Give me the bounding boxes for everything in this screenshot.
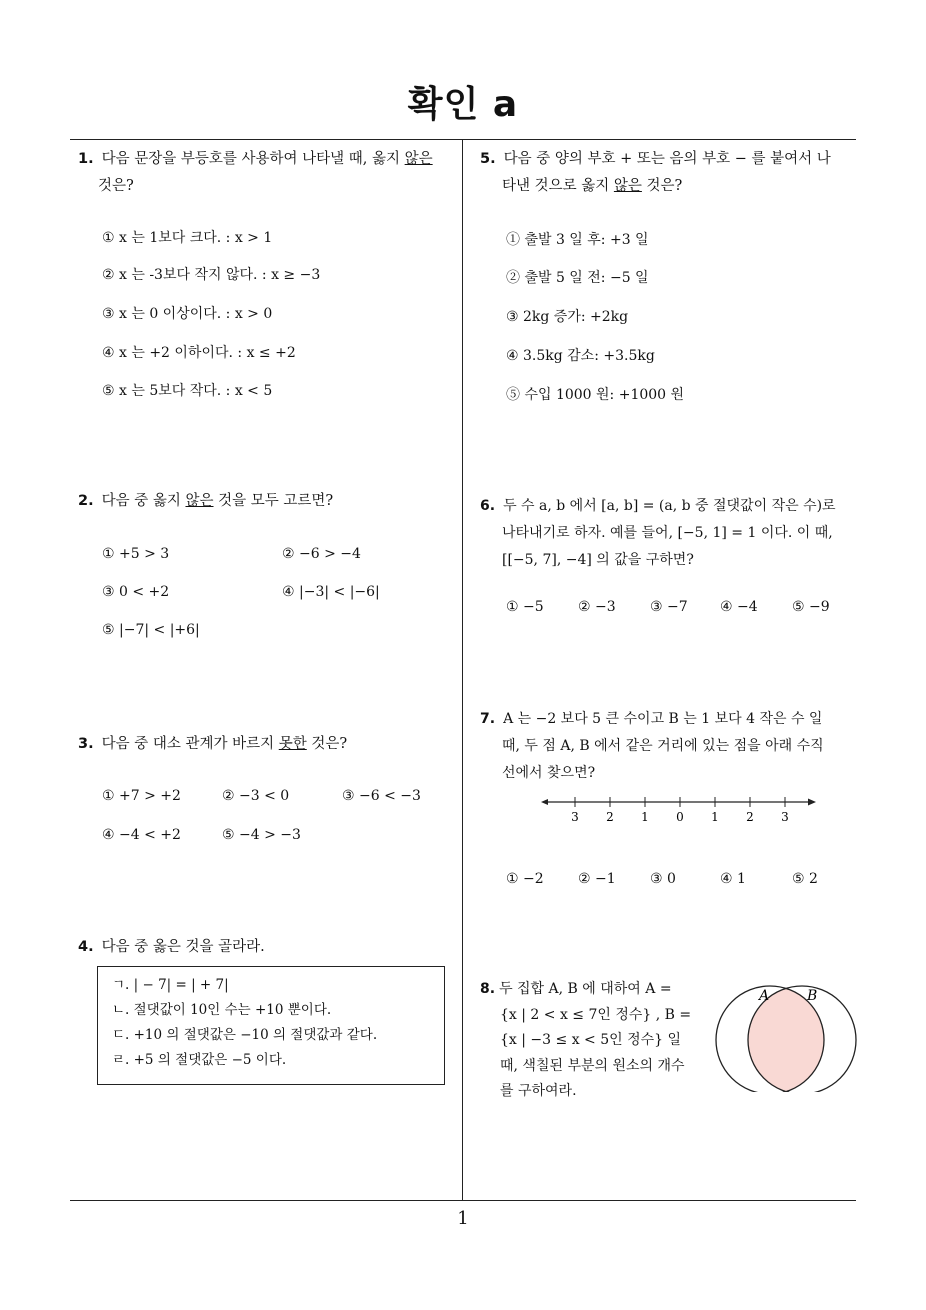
question-text-cont: 타낸 것으로 옳지 [502, 178, 614, 194]
tick-label: 3 [571, 810, 579, 824]
question-text: 다음 중 양의 부호 + 또는 음의 부호 − 를 붙여서 나 [503, 151, 831, 167]
statement-3: ㄷ. +10 의 절댓값은 −10 의 절댓값과 같다. [112, 1027, 378, 1043]
q7-option-1[interactable]: ① −2 [506, 871, 544, 887]
q6-option-2[interactable]: ② −3 [578, 599, 616, 615]
question-number: 6. [480, 498, 496, 514]
tick-label: 0 [676, 810, 684, 824]
tick-label: 1 [711, 810, 719, 824]
question-3 [78, 731, 458, 758]
q1-option-5[interactable]: ⑤ x 는 5보다 작다. : x < 5 [102, 383, 273, 399]
question-text: A 는 −2 보다 5 큰 수이고 B 는 1 보다 4 작은 수 일 [503, 711, 823, 727]
q7-option-5[interactable]: ⑤ 2 [792, 871, 818, 887]
question-text: 두 수 a, b 에서 [a, b] = (a, b 중 절댓값이 작은 수)로 [503, 498, 836, 514]
q6-option-5[interactable]: ⑤ −9 [792, 599, 830, 615]
question-7 [480, 706, 864, 787]
q6-option-1[interactable]: ① −5 [506, 599, 544, 615]
q5-option-3[interactable]: ③ 2kg 증가: +2kg [506, 309, 629, 325]
emphasis-text: 않은 [613, 178, 642, 194]
question-text: 다음 중 옳은 것을 골라라. [101, 939, 265, 955]
q5-option-4[interactable]: ④ 3.5kg 감소: +3.5kg [506, 348, 655, 364]
tick-label: 2 [746, 810, 754, 824]
venn-label-b: B [807, 988, 818, 1004]
top-divider [70, 139, 856, 140]
q6-option-3[interactable]: ③ −7 [650, 599, 688, 615]
statement-2: ㄴ. 절댓값이 10인 수는 +10 뿐이다. [112, 1002, 332, 1018]
number-line [540, 790, 820, 826]
q5-option-2[interactable]: ② 출발 5 일 전: −5 일 [506, 270, 649, 286]
question-number: 8. [480, 981, 496, 997]
q5-option-5[interactable]: ⑤ 수입 1000 원: +1000 원 [506, 387, 685, 403]
column-divider [462, 139, 463, 1201]
question-text-cont: 것은? [306, 736, 348, 752]
emphasis-text: 않은 [185, 493, 214, 509]
emphasis-text: 못한 [278, 736, 307, 752]
question-text: 다음 문장을 부등호를 사용하여 나타낼 때, 옳지 [101, 151, 405, 167]
q1-option-1[interactable]: ① x 는 1보다 크다. : x > 1 [102, 230, 273, 246]
q2-option-5[interactable]: ⑤ |−7| < |+6| [102, 622, 200, 638]
question-8 [480, 977, 705, 1105]
q5-option-1[interactable]: ① 출발 3 일 후: +3 일 [506, 232, 649, 248]
question-text: 두 집합 A, B 에 대하여 A = [499, 981, 672, 997]
question-number: 5. [480, 151, 496, 167]
question-text-2: 나타내기로 하자. 예를 들어, [−5, 1] = 1 이다. 이 때, [502, 525, 833, 541]
q3-option-3[interactable]: ③ −6 < −3 [342, 788, 421, 804]
q7-option-2[interactable]: ② −1 [578, 871, 616, 887]
tick-label: 1 [641, 810, 649, 824]
question-number: 7. [480, 711, 496, 727]
question-5 [480, 146, 862, 200]
statement-1: ㄱ. | − 7| = | + 7| [112, 977, 229, 993]
question-text-5: 를 구하여라. [500, 1083, 577, 1099]
question-text: 다음 중 대소 관계가 바르지 [101, 736, 279, 752]
q2-option-1[interactable]: ① +5 > 3 [102, 546, 170, 562]
statement-4: ㄹ. +5 의 절댓값은 −5 이다. [112, 1052, 287, 1068]
page-title: 확인 a [407, 84, 519, 125]
question-text-cont: 것을 모두 고르면? [213, 493, 334, 509]
question-text-4: 때, 색칠된 부분의 원소의 개수 [500, 1057, 685, 1074]
q3-option-4[interactable]: ④ −4 < +2 [102, 827, 181, 843]
q3-option-5[interactable]: ⑤ −4 > −3 [222, 827, 301, 843]
q4-statement-box [97, 966, 445, 1085]
question-text-cont: 것은? [98, 178, 134, 194]
q1-option-4[interactable]: ④ x 는 +2 이하이다. : x ≤ +2 [102, 345, 296, 361]
q6-option-4[interactable]: ④ −4 [720, 599, 758, 615]
question-text-3: {x | −3 ≤ x < 5인 정수} 일 [500, 1032, 682, 1048]
question-text-end: 것은? [641, 178, 683, 194]
question-number: 2. [78, 493, 94, 509]
question-6 [480, 493, 864, 574]
venn-diagram [706, 980, 866, 1092]
q3-option-1[interactable]: ① +7 > +2 [102, 788, 181, 804]
q2-option-3[interactable]: ③ 0 < +2 [102, 584, 170, 600]
bottom-divider [70, 1200, 856, 1201]
q7-option-4[interactable]: ④ 1 [720, 871, 746, 887]
question-text-3: [[−5, 7], −4] 의 값을 구하면? [502, 552, 694, 568]
tick-label: 3 [781, 810, 789, 824]
question-text-2: {x | 2 < x ≤ 7인 정수} , B = [500, 1006, 692, 1023]
question-2 [78, 488, 458, 515]
q2-option-2[interactable]: ② −6 > −4 [282, 546, 361, 562]
venn-label-a: A [759, 988, 770, 1004]
q2-option-4[interactable]: ④ |−3| < |−6| [282, 584, 380, 600]
question-text: 다음 중 옳지 [101, 493, 186, 509]
q7-option-3[interactable]: ③ 0 [650, 871, 676, 887]
question-4 [78, 934, 458, 961]
question-text-3: 선에서 찾으면? [502, 765, 596, 781]
q1-option-2[interactable]: ② x 는 -3보다 작지 않다. : x ≥ −3 [102, 267, 321, 283]
question-number: 1. [78, 151, 94, 167]
q1-option-3[interactable]: ③ x 는 0 이상이다. : x > 0 [102, 306, 273, 322]
question-number: 3. [78, 736, 94, 752]
question-1 [78, 146, 458, 200]
question-number: 4. [78, 939, 94, 955]
q3-option-2[interactable]: ② −3 < 0 [222, 788, 290, 804]
emphasis-text: 않은 [404, 151, 433, 167]
question-text-2: 때, 두 점 A, B 에서 같은 거리에 있는 점을 아래 수직 [502, 738, 824, 754]
tick-label: 2 [606, 810, 614, 824]
page-number: 1 [457, 1208, 469, 1229]
